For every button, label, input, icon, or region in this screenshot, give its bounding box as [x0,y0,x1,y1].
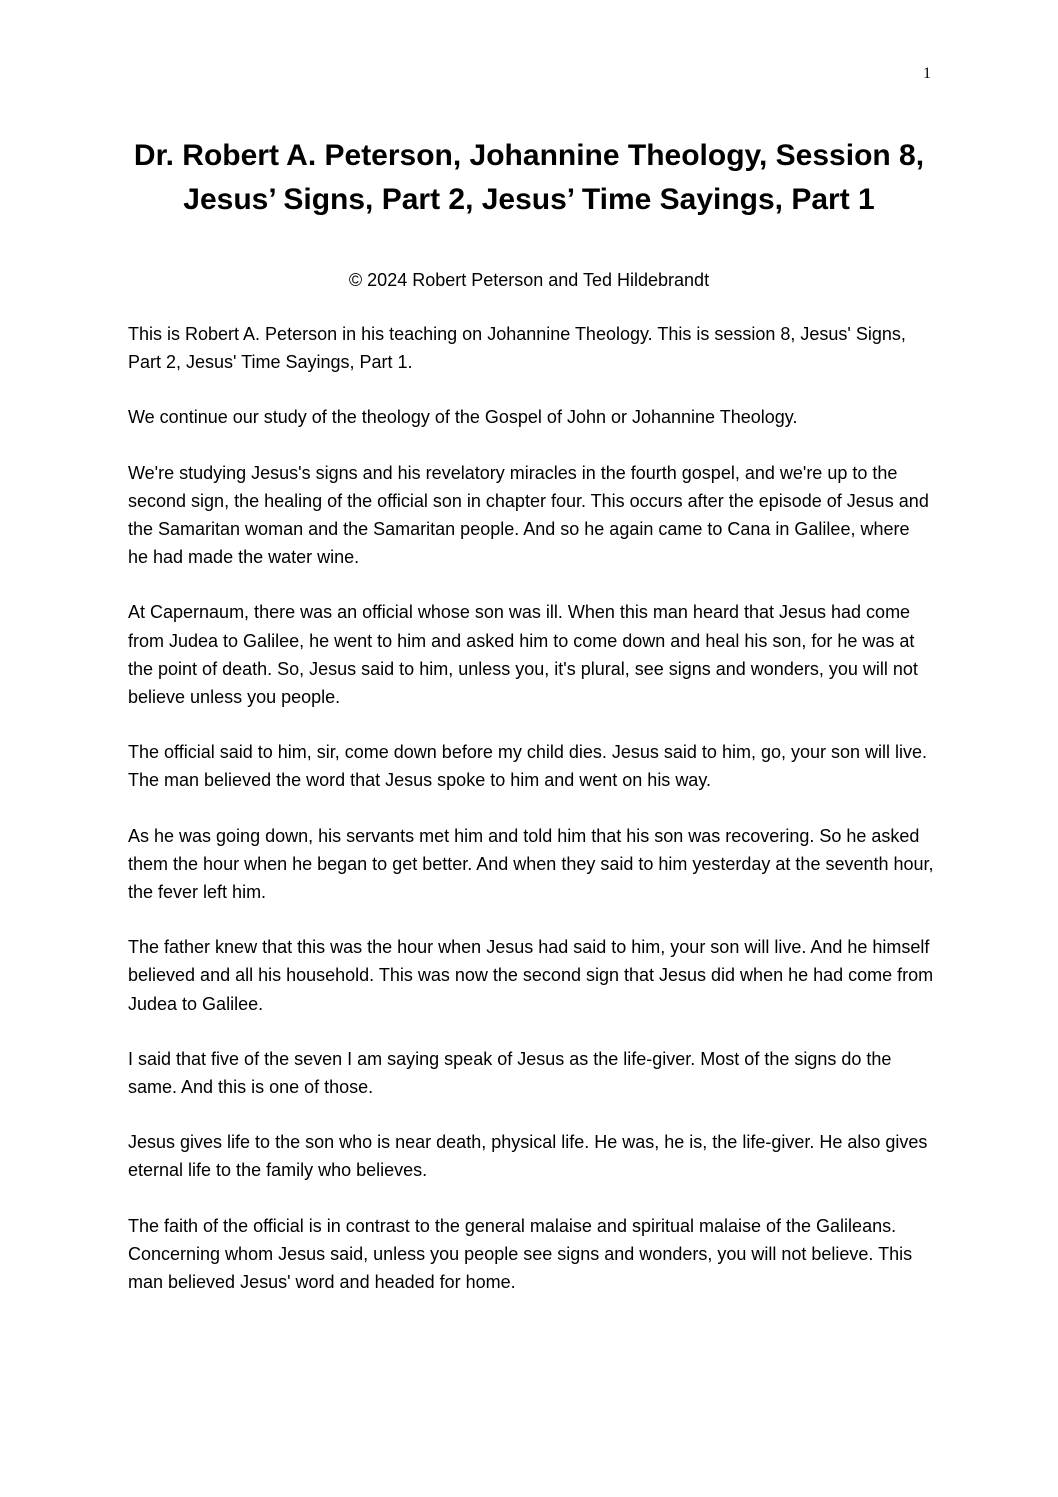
paragraph: Jesus gives life to the son who is near death, physical life. He was, he is, the life-giver. He also gives eternal life to the family who believes. [128,1132,928,1181]
paragraph: The faith of the official is in contrast to the general malaise and spiritual malaise of the Galileans. Concerning whom Jesus said, unless you people see signs and wonders, you will not believe. This man believed Jesus' word and headed for home. [128,1215,913,1293]
document-title: Dr. Robert A. Peterson, Johannine Theology, Session 8, Jesus’ Signs, Part 2, Jesus’ Time Sayings, Part 1 [133,139,925,216]
copyright-notice: © 2024 Robert Peterson and Ted Hildebrandt [348,270,710,290]
paragraph: We continue our study of the theology of the Gospel of John or Johannine Theology. [128,407,798,428]
paragraph: We're studying Jesus's signs and his revelatory miracles in the fourth gospel, and we're up to the second sign, the healing of the official son in chapter four. This occurs after the episode of Jesus and the Samaritan woman and the Samaritan people. And so he again came to Cana in Galilee, where he had made the water wine. [128,462,929,568]
paragraph: I said that five of the seven I am saying speak of Jesus as the life-giver. Most of the signs do the same. And this is one of those. [128,1048,892,1098]
paragraph: At Capernaum, there was an official whose son was ill. When this man heard that Jesus had come from Judea to Galilee, he went to him and asked him to come down and heal his son, for he was at the point of death. So, Jesus said to him, unless you, it's plural, see signs and wonders, you will not believe unless you people. [128,602,918,708]
paragraph: The official said to him, sir, come down before my child dies. Jesus said to him, go, your son will live. The man believed the word that Jesus spoke to him and went on his way. [128,742,928,791]
paragraph: This is Robert A. Peterson in his teaching on Johannine Theology. This is session 8, Jesus' Signs, Part 2, Jesus' Time Sayings, Part 1. [128,324,906,373]
page-number: 1 [923,65,931,82]
document-body [128,320,934,1323]
paragraph: As he was going down, his servants met him and told him that his son was recovering. So he asked them the hour when he began to get better. And when they said to him yesterday at the seventh hour, the fever left him. [128,825,934,903]
paragraph: The father knew that this was the hour when Jesus had said to him, your son will live. And he himself believed and all his household. This was now the second sign that Jesus did when he had come from Judea to Galilee. [128,937,934,1014]
